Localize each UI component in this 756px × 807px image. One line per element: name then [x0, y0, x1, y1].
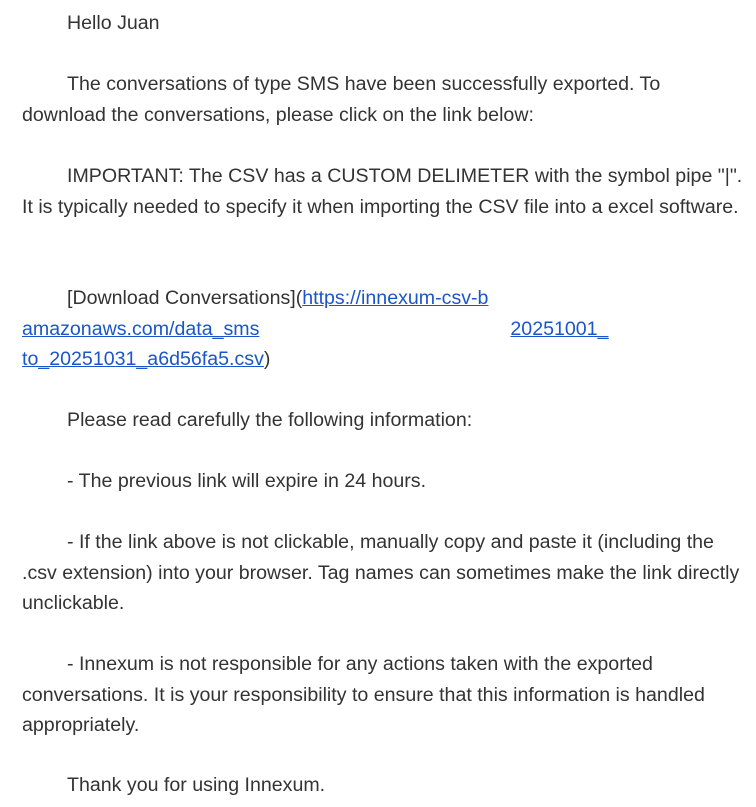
read-info: Please read carefully the following information:	[67, 409, 473, 431]
download-suffix: )	[263, 348, 271, 370]
download-link-redacted-1[interactable]	[488, 303, 673, 304]
bullet-clickable: - If the link above is not clickable, manually copy and paste it (including the .csv extension) into your browser. Tag names can sometimes make the link directly unclickable.	[22, 531, 740, 614]
intro-paragraph: The conversations of type SMS have been successfully exported. To download the conversations, please click on the link below:	[22, 73, 661, 126]
download-link-part2[interactable]: amazonaws.com/data_sms	[22, 317, 260, 340]
bullet-expire: - The previous link will expire in 24 hours.	[67, 470, 427, 492]
download-paragraph	[22, 283, 744, 375]
download-prefix: [Download Conversations](	[67, 287, 303, 309]
bullet-responsibility: - Innexum is not responsible for any actions taken with the exported conversations. It is your responsibility to ensure that this information is handled appropriately.	[22, 653, 705, 736]
closing: Thank you for using Innexum.	[67, 774, 326, 796]
greeting: Hello Juan	[67, 12, 160, 34]
download-link-redacted-2[interactable]	[259, 334, 416, 335]
download-link-redacted-3[interactable]	[416, 334, 510, 335]
download-link-part4[interactable]: to_20251031_a6d56fa5.csv	[22, 348, 264, 370]
important-notice: IMPORTANT: The CSV has a CUSTOM DELIMETER with the symbol pipe "|". It is typically needed to specify it when importing the CSV file into a excel software.	[22, 165, 743, 218]
download-link-part1[interactable]: https://innexum-csv-b	[302, 287, 489, 309]
download-link-part3[interactable]: 20251001_	[510, 317, 609, 340]
